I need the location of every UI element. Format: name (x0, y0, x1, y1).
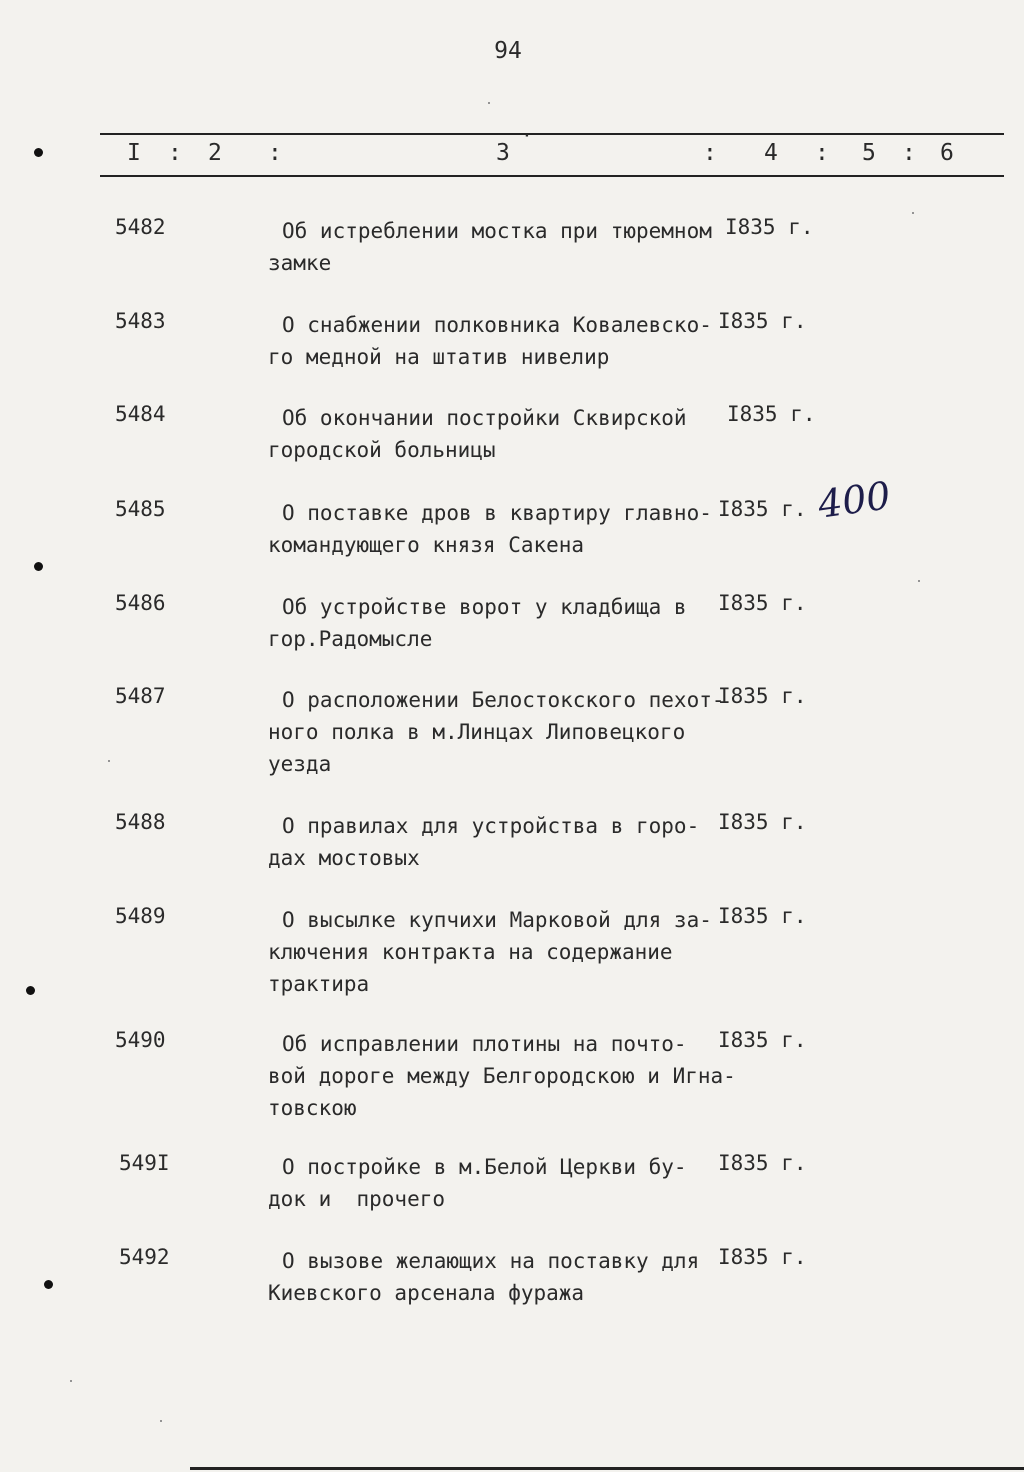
entry-line: командующего князя Сакена (268, 533, 585, 557)
header-rule-bottom (100, 175, 1004, 177)
entry-line: О поставке дров в квартиру главно- (282, 501, 712, 525)
entry-line: ного полка в м.Линцах Липовецкого (268, 720, 686, 744)
paper-speck (160, 1420, 162, 1422)
entry-description (268, 1028, 788, 1124)
column-separator: : (902, 140, 916, 166)
entry-year: I835 г. (718, 591, 807, 615)
entry-line: замке (268, 251, 332, 275)
entry-year: I835 г. (718, 810, 807, 834)
paper-speck (108, 760, 110, 762)
column-separator: : (168, 140, 182, 166)
entry-line: уезда (268, 752, 332, 776)
entry-line: О снабжении полковника Ковалевско- (282, 313, 712, 337)
entry-description (268, 402, 788, 466)
entry-line: Об окончании постройки Сквирской (282, 406, 687, 430)
handwritten-annotation: 400 (815, 473, 894, 527)
entry-number: 549I (119, 1151, 170, 1175)
entry-line: ключения контракта на содержание (268, 940, 673, 964)
column-header-4: 4 (764, 140, 778, 166)
entry-description (268, 1245, 788, 1309)
entry-description (268, 309, 788, 373)
header-rule-top (100, 133, 1004, 135)
entry-description (268, 684, 788, 780)
entry-line: вой дороге между Белгородскою и Игна- (268, 1064, 736, 1088)
entry-line: товскою (268, 1096, 357, 1120)
column-header-6: 6 (940, 140, 954, 166)
entry-line: Об истреблении мостка при тюремном (282, 219, 712, 243)
footer-rule (190, 1467, 1024, 1470)
entry-description (268, 215, 788, 279)
paper-speck (70, 1380, 72, 1382)
column-header-2: 2 (208, 140, 222, 166)
entry-number: 5485 (115, 497, 166, 521)
paper-speck (912, 212, 914, 214)
column-header-3: 3 (496, 140, 510, 166)
entry-number: 5488 (115, 810, 166, 834)
entry-description (268, 904, 788, 1000)
entry-line: О вызове желающих на поставку для (282, 1249, 700, 1273)
entry-year: I835 г. (718, 1028, 807, 1052)
entry-year: I835 г. (718, 497, 807, 521)
entry-number: 5492 (119, 1245, 170, 1269)
entry-number: 5487 (115, 684, 166, 708)
column-header-1: I (127, 140, 141, 166)
entry-number: 5484 (115, 402, 166, 426)
paper-speck (918, 580, 920, 582)
entry-year: I835 г. (718, 1151, 807, 1175)
column-separator: : (815, 140, 829, 166)
entry-year: I835 г. (727, 402, 816, 426)
entry-year: I835 г. (718, 1245, 807, 1269)
entry-line: го медной на штатив нивелир (268, 345, 610, 369)
entry-year: I835 г. (718, 309, 807, 333)
entry-number: 5486 (115, 591, 166, 615)
punch-hole (26, 986, 35, 995)
column-header-row (0, 132, 1024, 170)
paper-speck (488, 102, 490, 104)
entry-number: 5489 (115, 904, 166, 928)
column-separator: : (703, 140, 717, 166)
entry-description (268, 1151, 788, 1215)
entry-line: О высылке купчихи Марковой для за- (282, 908, 712, 932)
entry-description (268, 591, 788, 655)
entry-line: О расположении Белостокского пехот- (282, 688, 725, 712)
column-header-3-mark: ˙ (520, 132, 534, 158)
entry-year: I835 г. (725, 215, 814, 239)
column-separator: : (268, 140, 282, 166)
entry-year: I835 г. (718, 904, 807, 928)
entry-line: Об исправлении плотины на почто- (282, 1032, 687, 1056)
entry-description (268, 497, 788, 561)
entry-line: О правилах для устройства в горо- (282, 814, 700, 838)
punch-hole (34, 562, 43, 571)
entry-number: 5483 (115, 309, 166, 333)
entry-line: док и прочего (268, 1187, 446, 1211)
entry-line: гор.Радомысле (268, 627, 433, 651)
entry-number: 5490 (115, 1028, 166, 1052)
entry-line: Киевского арсенала фуража (268, 1281, 585, 1305)
page-number: 94 (494, 38, 522, 64)
column-header-5: 5 (862, 140, 876, 166)
entry-year: I835 г. (718, 684, 807, 708)
entry-line: О постройке в м.Белой Церкви бу- (282, 1155, 687, 1179)
punch-hole (44, 1280, 53, 1289)
entry-line: Об устройстве ворот у кладбища в (282, 595, 687, 619)
entry-line: городской больницы (268, 438, 496, 462)
entry-line: трактира (268, 972, 370, 996)
punch-hole (34, 148, 43, 157)
entry-description (268, 810, 788, 874)
entry-line: дах мостовых (268, 846, 420, 870)
entry-number: 5482 (115, 215, 166, 239)
